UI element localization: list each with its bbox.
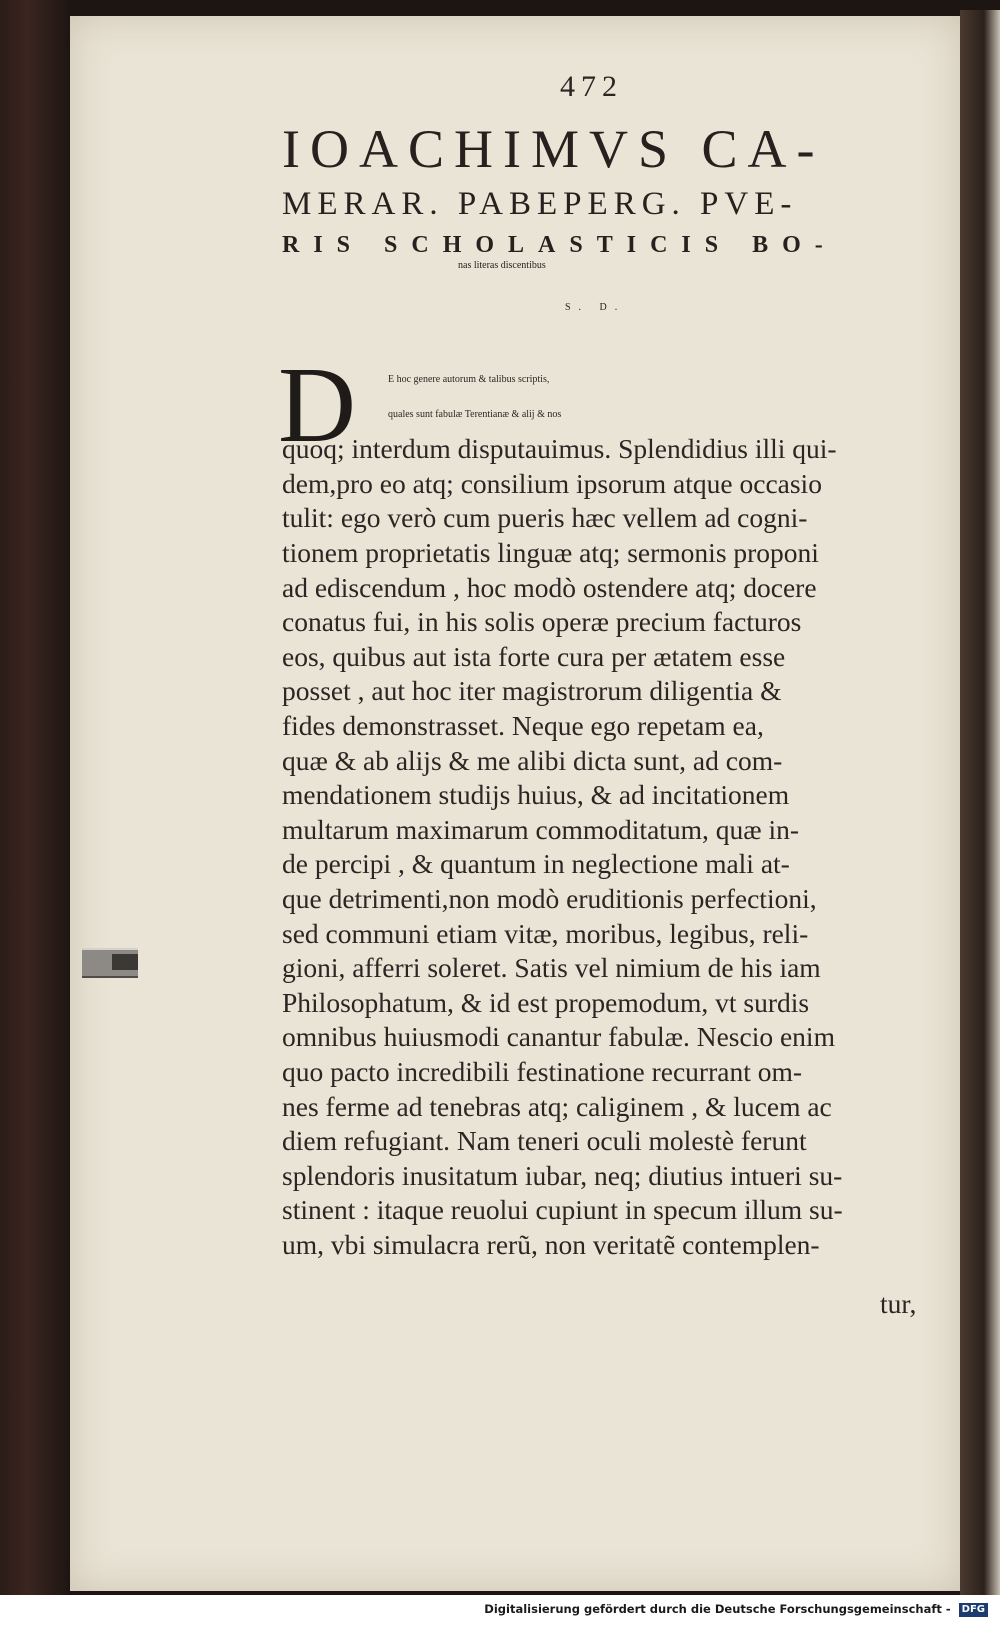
title-line-5: S. D.: [565, 302, 626, 313]
body-line: de percipi , & quantum in neglectione mali at-: [282, 848, 790, 880]
body-line: mendationem studijs huius, & ad incitationem: [282, 779, 790, 811]
body-line: quoq; interdum disputauimus. Splendidius illi qui-: [282, 433, 837, 465]
footer-credit-text: Digitalisierung gefördert durch die Deutsche Forschungsgemeinschaft -: [484, 1602, 951, 1616]
page-edge: [960, 10, 1000, 1595]
page-number: 472: [560, 70, 623, 103]
body-line: quales sunt fabulæ Terentianæ & alij & nos: [388, 408, 562, 420]
body-line: splendoris inusitatum iubar, neq; diutius intueri su-: [282, 1159, 843, 1191]
body-line: E hoc genere autorum & talibus scriptis,: [388, 374, 550, 385]
footer: [0, 1595, 1000, 1625]
body-line: ad ediscendum , hoc modò ostendere atq; docere: [282, 571, 817, 603]
body-line: nes ferme ad tenebras atq; caliginem , & lucem ac: [282, 1090, 832, 1122]
title-line-3: RIS SCHOLASTICIS BO-: [282, 232, 837, 258]
body-line: stinent : itaque reuolui cupiunt in specum illum su-: [282, 1194, 843, 1226]
body-line: gioni, afferri soleret. Satis vel nimium de his iam: [282, 952, 821, 984]
body-line: dem,pro eo atq; consilium ipsorum atque occasio: [282, 467, 822, 499]
body-line: que detrimenti,non modò eruditionis perfectioni,: [282, 883, 817, 914]
footer-credit: [484, 1602, 988, 1617]
title-line-1: IOACHIMVS CA-: [282, 119, 825, 179]
body-line: fides demonstrasset. Neque ego repetam ea,: [282, 710, 764, 741]
body-line: sed communi etiam vitæ, moribus, legibus, reli-: [282, 917, 809, 949]
body-line: Philosophatum, & id est propemodum, vt surdis: [282, 986, 810, 1018]
catchword: tur,: [880, 1288, 917, 1319]
body-line: eos, quibus aut ista forte cura per ætatem esse: [282, 640, 786, 672]
body-line: omnibus huiusmodi canantur fabulæ. Nescio enim: [282, 1021, 835, 1053]
body-line: um, vbi simulacra rerũ, non veritatẽ contemplen-: [282, 1229, 820, 1260]
book-binding: [0, 0, 68, 1595]
body-line: tionem proprietatis linguæ atq; sermonis proponi: [282, 537, 819, 568]
title-line-4: nas literas discentibus: [458, 260, 546, 271]
body-line: conatus fui, in his solis operæ precium facturos: [282, 606, 802, 638]
body-line: multarum maximarum commoditatum, quæ in-: [282, 813, 800, 845]
body-line: diem refugiant. Nam teneri oculi molestè ferunt: [282, 1125, 807, 1157]
drop-cap: D: [278, 346, 356, 465]
body-line: tulit: ego verò cum pueris hæc vellem ad cogni-: [282, 502, 808, 534]
bookmark-tab-shadow: [112, 954, 138, 970]
body-line: posset , aut hoc iter magistrorum diligentia &: [282, 675, 782, 707]
title-line-2: MERAR. PABEPERG. PVE-: [282, 186, 798, 222]
body-line: quo pacto incredibili festinatione recurrant om-: [282, 1056, 803, 1087]
body-line: quæ & ab alijs & me alibi dicta sunt, ad com-: [282, 744, 783, 776]
dfg-logo-icon: DFG: [959, 1603, 988, 1617]
